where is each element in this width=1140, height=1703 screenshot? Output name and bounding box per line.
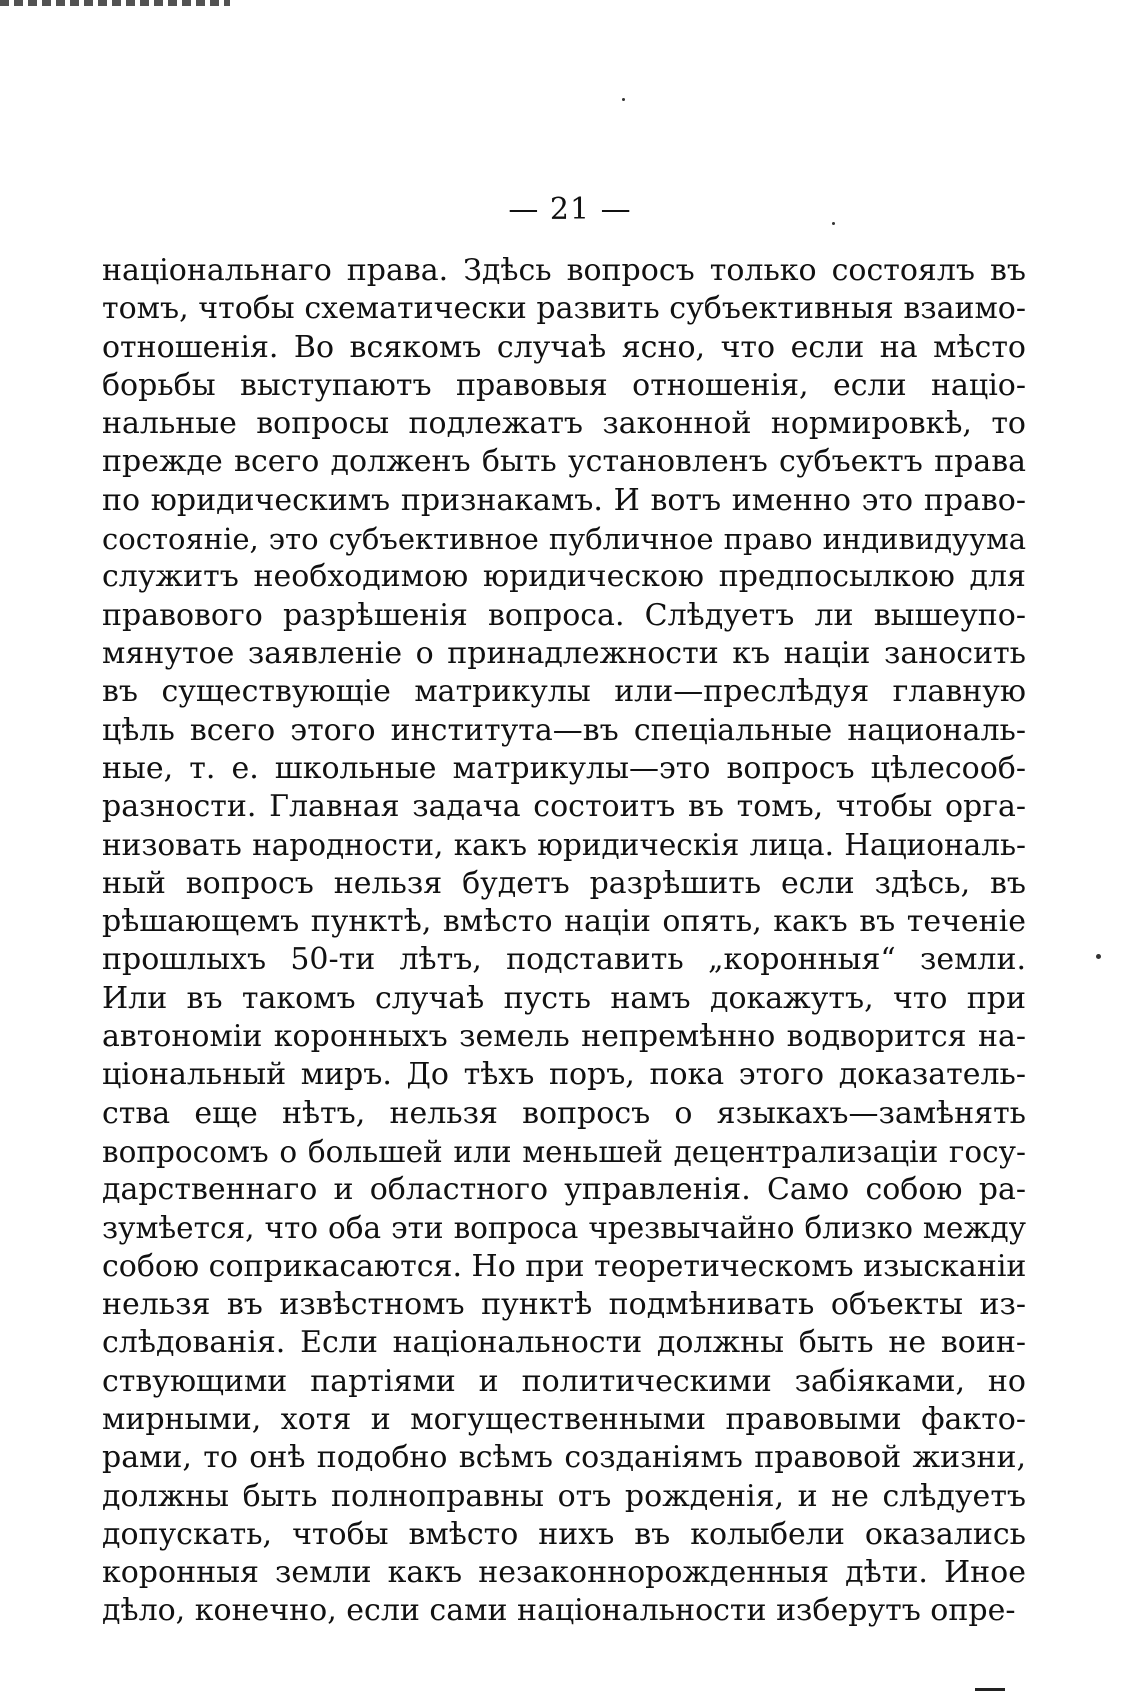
text-line: рѣшающемъ пунктѣ, вмѣсто націи опять, какъ въ теченіе xyxy=(102,904,1026,940)
text-line: зумѣется, что оба эти вопроса чрезвычайно близко между xyxy=(102,1211,1026,1246)
text-line: допускать, чтобы вмѣсто нихъ въ колыбели оказались xyxy=(102,1516,1026,1552)
text-line: слѣдованія. Если національности должны быть не воин- xyxy=(102,1325,1026,1361)
text-line: коронныя земли какъ незаконнорожденныя дѣти. Иное xyxy=(102,1555,1026,1591)
text-line: ства еще нѣтъ, нельзя вопросъ о языкахъ—замѣнять xyxy=(102,1095,1026,1131)
text-line: дарственнаго и областного управленія. Само собою ра- xyxy=(102,1172,1026,1208)
text-line: автономіи коронныхъ земель непремѣнно водворится на- xyxy=(102,1018,1026,1054)
body-text xyxy=(102,252,1026,1631)
text-line: разности. Главная задача состоитъ въ томъ, чтобы орга- xyxy=(102,789,1026,825)
text-line: дѣло, конечно, если сами національности изберутъ опре- xyxy=(102,1593,1016,1629)
text-line: въ существующіе матрикулы или—преслѣдуя главную xyxy=(102,674,1026,710)
scan-artifact-bottom xyxy=(975,1688,1005,1691)
text-line: ные, т. е. школьные матрикулы—это вопросъ цѣлесооб- xyxy=(102,750,1026,786)
text-line: нельзя въ извѣстномъ пунктѣ подмѣнивать объекты из- xyxy=(102,1287,1026,1323)
scan-speck xyxy=(832,222,835,225)
text-line: низовать народности, какъ юридическія лица. Националь- xyxy=(102,828,1026,863)
scan-artifact-top xyxy=(0,0,230,6)
scan-speck xyxy=(1096,954,1101,959)
text-line: прежде всего долженъ быть установленъ субъектъ права xyxy=(102,444,1026,480)
text-line: по юридическимъ признакамъ. И вотъ именно это право- xyxy=(102,482,1026,518)
text-line: ный вопросъ нельзя будетъ разрѣшить если здѣсь, въ xyxy=(102,865,1026,901)
text-line: мирными, хотя и могущественными правовыми факто- xyxy=(102,1401,1026,1437)
text-line: борьбы выступаютъ правовыя отношенія, если націо- xyxy=(102,367,1026,403)
text-line: національнаго права. Здѣсь вопросъ только состоялъ въ xyxy=(102,253,1026,288)
text-line: правового разрѣшенія вопроса. Слѣдуетъ ли вышеупо- xyxy=(102,597,1026,633)
text-line: вопросомъ о большей или меньшей децентрализаціи госу- xyxy=(102,1134,1026,1169)
text-line: ціональный миръ. До тѣхъ поръ, пока этого доказатель- xyxy=(102,1057,1026,1093)
text-line: собою соприкасаются. Но при теоретическомъ изысканіи xyxy=(102,1248,1027,1284)
text-line: состояніе, это субъективное публичное право индивидуума xyxy=(102,522,1026,557)
text-line: ствующими партіями и политическими забіяками, но xyxy=(102,1363,1026,1399)
text-line: мянутое заявленіе о принадлежности къ націи заносить xyxy=(102,635,1026,671)
text-line: должны быть полноправны отъ рожденія, и не слѣдуетъ xyxy=(102,1478,1026,1514)
text-line: отношенія. Во всякомъ случаѣ ясно, что если на мѣсто xyxy=(102,329,1026,365)
text-line: нальные вопросы подлежатъ законной нормировкѣ, то xyxy=(102,406,1026,442)
text-line: Или въ такомъ случаѣ пусть намъ докажутъ, что при xyxy=(102,980,1026,1016)
text-line: томъ, чтобы схематически развить субъективныя взаимо- xyxy=(102,291,1026,327)
text-line: прошлыхъ 50-ти лѣтъ, подставить „коронныя“ земли. xyxy=(102,942,1026,978)
text-line: цѣль всего этого института—въ спеціальные националь- xyxy=(102,712,1026,748)
text-line: рами, то онѣ подобно всѣмъ созданіямъ правовой жизни, xyxy=(102,1440,1026,1476)
text-line: служитъ необходимою юридическою предпосылкою для xyxy=(102,559,1026,595)
scan-speck xyxy=(622,98,625,101)
page-number: — 21 — xyxy=(508,192,632,227)
